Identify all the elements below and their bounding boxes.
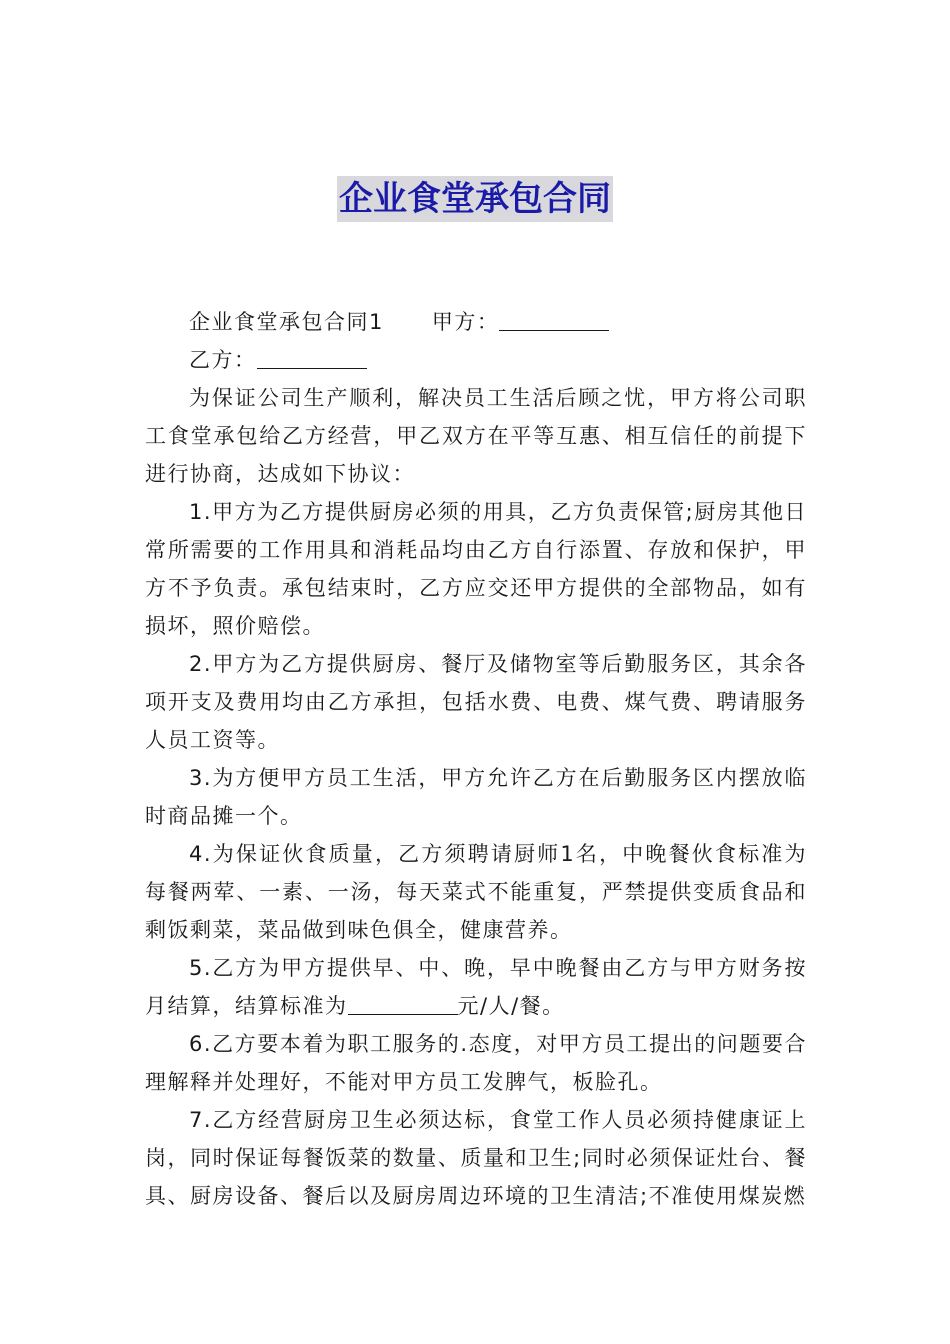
contract-name: 企业食堂承包合同1 (189, 310, 384, 334)
clause-5-text: 5.乙方为甲方提供早、中、晚，早中晚餐由乙方与甲方财务按月结算，结算标准为 (145, 956, 807, 1018)
party-b-line (145, 341, 807, 379)
clause-3: 3.为方便甲方员工生活，甲方允许乙方在后勤服务区内摆放临时商品摊一个。 (145, 766, 807, 828)
party-b-label: 乙方： (189, 348, 257, 372)
clause-5-unit: 元/人/餐。 (457, 994, 565, 1018)
rate-blank (348, 988, 458, 1015)
intro-paragraph: 为保证公司生产顺利，解决员工生活后顾之忧，甲方将公司职工食堂承包给乙方经营，甲乙双方在平等互惠、相互信任的前提下进行协商，达成如下协议： (145, 386, 807, 486)
clause-5 (145, 949, 807, 1025)
clause-4: 4.为保证伙食质量，乙方须聘请厨师1名，中晚餐伙食标准为每餐两荤、一素、一汤，每天菜式不能重复，严禁提供变质食品和剩饭剩菜，菜品做到味色俱全，健康营养。 (145, 842, 807, 942)
clause-7: 7.乙方经营厨房卫生必须达标，食堂工作人员必须持健康证上岗，同时保证每餐饭菜的数量、质量和卫生;同时必须保证灶台、餐具、厨房设备、餐后以及厨房周边环境的卫生清洁;不准使用煤炭燃 (145, 1108, 807, 1208)
party-a-label: 甲方： (431, 310, 500, 334)
document-title (0, 176, 950, 222)
clause-2: 2.甲方为乙方提供厨房、餐厅及储物室等后勤服务区，其余各项开支及费用均由乙方承担，包括水费、电费、煤气费、聘请服务人员工资等。 (145, 652, 807, 752)
party-b-blank (257, 342, 367, 369)
document-title-text: 企业食堂承包合同 (337, 176, 613, 222)
header-line (145, 303, 807, 341)
document-body (145, 303, 807, 1215)
party-a-blank (499, 304, 609, 331)
clause-1: 1.甲方为乙方提供厨房必须的用具，乙方负责保管;厨房其他日常所需要的工作用具和消耗品均由乙方自行添置、存放和保护，甲方不予负责。承包结束时，乙方应交还甲方提供的全部物品，如有损坏，照价赔偿。 (145, 500, 807, 638)
clause-6: 6.乙方要本着为职工服务的.态度，对甲方员工提出的问题要合理解释并处理好，不能对甲方员工发脾气，板脸孔。 (145, 1032, 807, 1094)
